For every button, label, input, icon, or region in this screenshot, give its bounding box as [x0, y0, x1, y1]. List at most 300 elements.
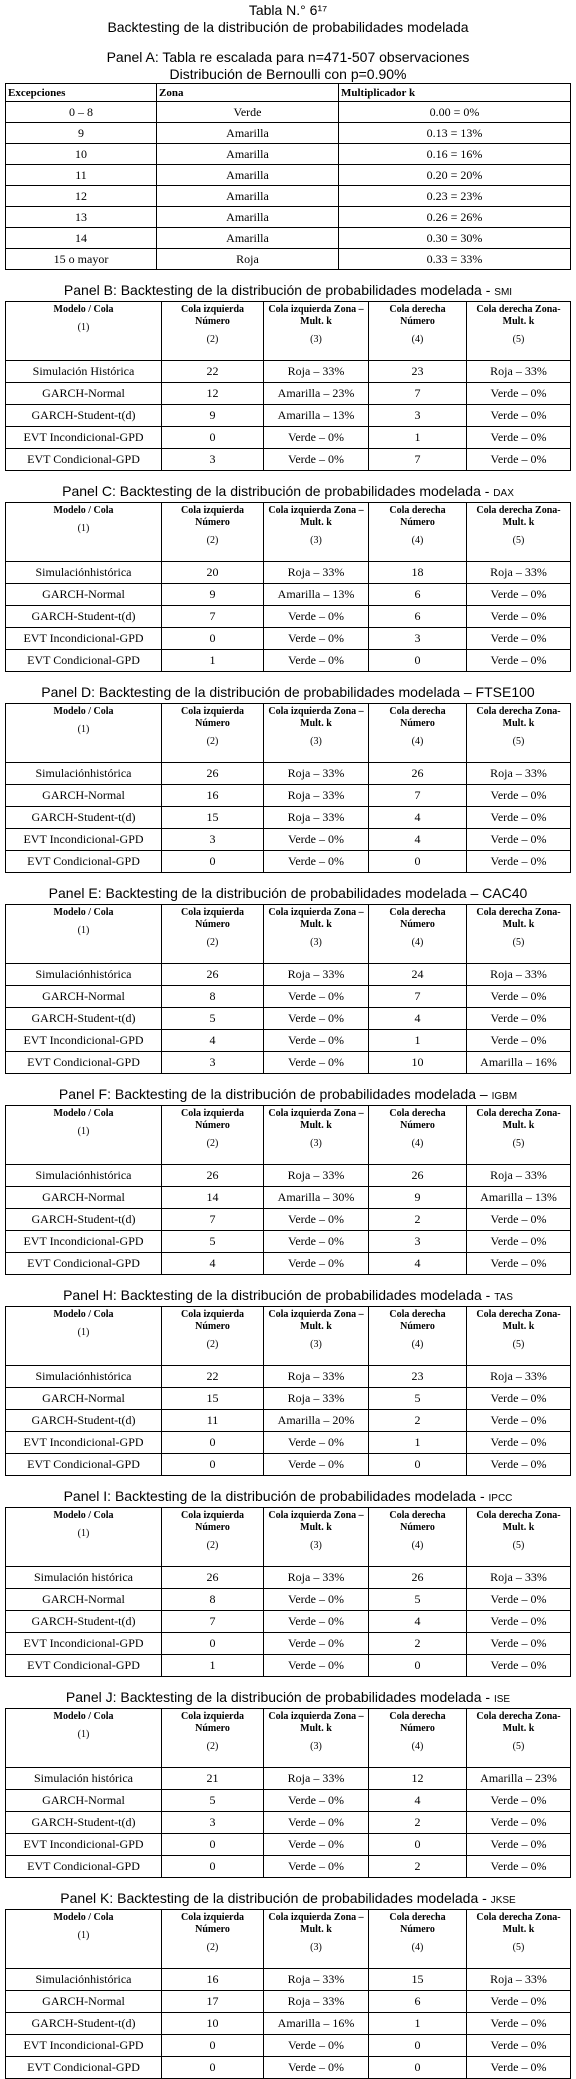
panel-title: [5, 1890, 571, 1909]
table-cell: 3: [162, 829, 264, 851]
model-name-cell: EVT Incondicional-GPD: [6, 427, 162, 449]
table-cell: Amarilla: [157, 165, 339, 186]
column-header-label: Modelo / Cola: [53, 1108, 114, 1119]
panel-title: [5, 282, 571, 301]
column-number: (2): [206, 937, 219, 948]
table-cell: Roja – 33%: [467, 763, 571, 785]
column-number: (4): [411, 1138, 424, 1149]
table-row: [6, 763, 571, 785]
table-cell: 10: [6, 144, 157, 165]
table-cell: 2: [369, 1812, 467, 1834]
table-cell: Roja – 33%: [264, 807, 369, 829]
table-row: [6, 2035, 571, 2057]
panel-a-subtitle: Distribución de Bernoulli con p=0.90%: [169, 66, 407, 82]
table-cell: 7: [369, 383, 467, 405]
table-cell: 2: [369, 1410, 467, 1432]
table-cell: Verde – 0%: [467, 650, 571, 672]
model-name-cell: EVT Condicional-GPD: [6, 2057, 162, 2079]
panels-container: [5, 282, 571, 2079]
column-header-label: Cola izquierda Número: [180, 1510, 245, 1533]
table-header-row: [6, 1106, 571, 1165]
column-number: (1): [77, 322, 90, 333]
table-cell: Verde – 0%: [467, 1410, 571, 1432]
table-cell: 0: [369, 1655, 467, 1677]
table-row: [6, 186, 571, 207]
column-header-label: Cola derecha Zona-Mult. k: [476, 1711, 561, 1734]
column-number: (3): [310, 1741, 322, 1752]
table-cell: Amarilla: [157, 186, 339, 207]
table-cell: 7: [369, 785, 467, 807]
model-name-cell: EVT Incondicional-GPD: [6, 1633, 162, 1655]
column-header-right-zone: [467, 1307, 571, 1366]
column-header-right-zone: [467, 1910, 571, 1969]
table-cell: Roja – 33%: [467, 964, 571, 986]
table-cell: Roja – 33%: [264, 763, 369, 785]
column-number: (2): [206, 1138, 219, 1149]
panel-title: [5, 1287, 571, 1306]
table-cell: 0.33 = 33%: [339, 249, 571, 270]
column-header-right-zone: [467, 1106, 571, 1165]
table-cell: Verde – 0%: [467, 785, 571, 807]
table-row: [6, 1165, 571, 1187]
table-cell: 0: [162, 1633, 264, 1655]
column-number: (5): [512, 1540, 525, 1551]
table-cell: 23: [369, 1366, 467, 1388]
column-header-right-number: [369, 503, 467, 562]
table-cell: 13: [6, 207, 157, 228]
table-row: [6, 207, 571, 228]
table-cell: 4: [369, 1790, 467, 1812]
table-cell: Verde – 0%: [264, 1209, 369, 1231]
column-number: (1): [77, 1327, 90, 1338]
panel-table: [5, 1306, 571, 1476]
column-header-right-number: [369, 302, 467, 361]
column-header-right-zone: [467, 503, 571, 562]
table-row: [6, 1008, 571, 1030]
table-cell: Roja – 33%: [264, 964, 369, 986]
column-header-left-number: [162, 704, 264, 763]
table-row: [6, 383, 571, 405]
column-header-left-zone: [264, 302, 369, 361]
table-cell: 20: [162, 562, 264, 584]
panel-index-code: SMI: [494, 287, 513, 298]
model-name-cell: GARCH-Normal: [6, 986, 162, 1008]
column-header-label: Modelo / Cola: [53, 706, 114, 717]
model-name-cell: Simulaciónhistórica: [6, 763, 162, 785]
table-cell: 3: [162, 1812, 264, 1834]
model-name-cell: EVT Condicional-GPD: [6, 1856, 162, 1878]
table-cell: Amarilla – 13%: [264, 405, 369, 427]
column-header-right-number: [369, 905, 467, 964]
table-cell: Verde – 0%: [264, 1589, 369, 1611]
table-row: [6, 1253, 571, 1275]
table-cell: 7: [162, 1209, 264, 1231]
column-header-model: [6, 1709, 162, 1768]
table-cell: Verde – 0%: [467, 1030, 571, 1052]
table-cell: 8: [162, 1589, 264, 1611]
table-cell: Verde – 0%: [467, 986, 571, 1008]
model-name-cell: Simulaciónhistórica: [6, 1165, 162, 1187]
table-cell: 15: [162, 807, 264, 829]
table-cell: Amarilla – 13%: [467, 1187, 571, 1209]
table-header-row: [6, 84, 571, 102]
table-cell: Amarilla: [157, 144, 339, 165]
model-name-cell: Simulaciónhistórica: [6, 964, 162, 986]
panel-index-code: DAX: [493, 488, 514, 499]
column-header-model: [6, 1307, 162, 1366]
column-header-left-zone: [264, 1508, 369, 1567]
table-cell: 1: [369, 2013, 467, 2035]
column-header-label: Cola izquierda Zona – Mult. k: [268, 1510, 364, 1533]
table-cell: Verde – 0%: [264, 1856, 369, 1878]
table-row: [6, 1611, 571, 1633]
column-number: (2): [206, 1942, 219, 1953]
column-number: (3): [310, 1339, 322, 1350]
column-header-model: [6, 1106, 162, 1165]
table-cell: Verde – 0%: [467, 2057, 571, 2079]
column-header-right-number: [369, 1106, 467, 1165]
column-header-label: Cola izquierda Zona – Mult. k: [268, 706, 364, 729]
model-name-cell: GARCH-Normal: [6, 584, 162, 606]
table-cell: Verde – 0%: [264, 1231, 369, 1253]
table-row: [6, 1366, 571, 1388]
table-row: [6, 144, 571, 165]
table-cell: Verde – 0%: [467, 1008, 571, 1030]
panel-table: [5, 1708, 571, 1878]
table-cell: 9: [162, 405, 264, 427]
table-cell: Verde – 0%: [264, 1812, 369, 1834]
column-header: Multiplicador k: [339, 84, 571, 102]
table-row: [6, 1388, 571, 1410]
column-header-left-number: [162, 1307, 264, 1366]
panel-index-code: JKSE: [490, 1895, 516, 1906]
panel-title-text: Panel B: Backtesting de la distribución de probabilidades modelada -: [63, 282, 495, 298]
table-row: [6, 2013, 571, 2035]
panel-a-title: Panel A: Tabla re escalada para n=471-507 observaciones: [106, 49, 470, 65]
table-cell: 0.16 = 16%: [339, 144, 571, 165]
column-header-label: Cola izquierda Zona – Mult. k: [268, 907, 364, 930]
table-cell: Verde – 0%: [264, 1432, 369, 1454]
table-header-row: [6, 1508, 571, 1567]
column-header-left-number: [162, 1709, 264, 1768]
column-header-left-number: [162, 905, 264, 964]
table-cell: Verde – 0%: [467, 1231, 571, 1253]
column-header-label: Cola izquierda Número: [180, 304, 245, 327]
table-cell: Roja: [157, 249, 339, 270]
table-cell: 0.30 = 30%: [339, 228, 571, 249]
table-cell: Verde – 0%: [264, 851, 369, 873]
table-cell: Verde – 0%: [467, 1454, 571, 1476]
model-name-cell: GARCH-Student-t(d): [6, 606, 162, 628]
panel-title-text: Panel K: Backtesting de la distribución de probabilidades modelada -: [60, 1890, 491, 1906]
table-cell: Amarilla – 16%: [264, 2013, 369, 2035]
table-cell: Verde – 0%: [467, 1856, 571, 1878]
column-number: (1): [77, 925, 90, 936]
table-cell: 10: [369, 1052, 467, 1074]
table-cell: Roja – 33%: [467, 1969, 571, 1991]
table-cell: Verde – 0%: [467, 2013, 571, 2035]
table-cell: Verde – 0%: [467, 1633, 571, 1655]
column-header-left-number: [162, 1106, 264, 1165]
table-cell: Verde – 0%: [264, 628, 369, 650]
column-number: (5): [512, 1138, 525, 1149]
table-cell: 0: [162, 1454, 264, 1476]
table-cell: 6: [369, 1991, 467, 2013]
table-cell: 26: [162, 964, 264, 986]
table-row: [6, 1030, 571, 1052]
table-row: [6, 102, 571, 123]
table-cell: 10: [162, 2013, 264, 2035]
column-header-label: Cola izquierda Zona – Mult. k: [268, 1108, 364, 1131]
table-cell: 12: [369, 1768, 467, 1790]
column-header-label: Cola izquierda Zona – Mult. k: [268, 505, 364, 528]
column-number: (4): [411, 1540, 424, 1551]
table-cell: Verde – 0%: [467, 383, 571, 405]
table-cell: Verde – 0%: [264, 449, 369, 471]
column-number: (1): [77, 1528, 90, 1539]
panel-title: [5, 1086, 571, 1105]
column-header-label: Modelo / Cola: [53, 1309, 114, 1320]
column-header-label: Cola izquierda Zona – Mult. k: [268, 1711, 364, 1734]
column-header-label: Cola izquierda Zona – Mult. k: [268, 1309, 364, 1332]
table-cell: 2: [369, 1856, 467, 1878]
table-row: [6, 851, 571, 873]
column-header-left-zone: [264, 1307, 369, 1366]
table-row: [6, 1991, 571, 2013]
column-header-right-number: [369, 1910, 467, 1969]
table-cell: Verde – 0%: [467, 1991, 571, 2013]
table-cell: Amarilla – 23%: [264, 383, 369, 405]
column-header-label: Cola derecha Zona-Mult. k: [476, 706, 561, 729]
table-cell: Verde – 0%: [467, 1432, 571, 1454]
table-cell: 0 – 8: [6, 102, 157, 123]
column-header: Excepciones: [6, 84, 157, 102]
column-header: Zona: [157, 84, 339, 102]
table-cell: 15: [162, 1388, 264, 1410]
table-row: [6, 1410, 571, 1432]
table-cell: 26: [369, 1165, 467, 1187]
model-name-cell: GARCH-Student-t(d): [6, 1812, 162, 1834]
table-cell: Verde – 0%: [467, 606, 571, 628]
table-cell: 4: [162, 1253, 264, 1275]
model-name-cell: EVT Incondicional-GPD: [6, 1432, 162, 1454]
model-name-cell: EVT Condicional-GPD: [6, 1253, 162, 1275]
table-cell: 2: [369, 1633, 467, 1655]
table-cell: 2: [369, 1209, 467, 1231]
table-row: [6, 165, 571, 186]
table-row: [6, 123, 571, 144]
table-cell: 1: [369, 427, 467, 449]
table-row: [6, 964, 571, 986]
column-header-label: Cola derecha Número: [389, 1108, 446, 1131]
table-cell: 0.23 = 23%: [339, 186, 571, 207]
table-cell: Roja – 33%: [467, 562, 571, 584]
table-cell: Roja – 33%: [264, 785, 369, 807]
table-cell: 17: [162, 1991, 264, 2013]
table-cell: 3: [369, 405, 467, 427]
table-cell: 14: [6, 228, 157, 249]
model-name-cell: Simulaciónhistórica: [6, 1969, 162, 1991]
model-name-cell: Simulación histórica: [6, 1567, 162, 1589]
table-cell: Amarilla – 16%: [467, 1052, 571, 1074]
column-header-left-number: [162, 302, 264, 361]
table-cell: Verde – 0%: [467, 2035, 571, 2057]
table-cell: 7: [369, 986, 467, 1008]
panel-title-text: Panel C: Backtesting de la distribución de probabilidades modelada -: [62, 483, 494, 499]
table-cell: 1: [369, 1030, 467, 1052]
column-header-label: Cola derecha Zona-Mult. k: [476, 304, 561, 327]
table-cell: 16: [162, 1969, 264, 1991]
column-header-left-zone: [264, 1106, 369, 1165]
table-row: [6, 2057, 571, 2079]
table-cell: 7: [369, 449, 467, 471]
column-header-right-number: [369, 1508, 467, 1567]
column-header-right-zone: [467, 905, 571, 964]
table-cell: Verde – 0%: [264, 606, 369, 628]
panel-table: [5, 502, 571, 672]
table-cell: 26: [369, 763, 467, 785]
table-cell: 0: [162, 851, 264, 873]
table-cell: Verde – 0%: [467, 1209, 571, 1231]
column-header-right-zone: [467, 704, 571, 763]
table-cell: Amarilla – 23%: [467, 1768, 571, 1790]
panel-table: [5, 1507, 571, 1677]
column-header-label: Cola derecha Número: [389, 1711, 446, 1734]
table-row: [6, 1856, 571, 1878]
table-cell: 9: [6, 123, 157, 144]
column-number: (4): [411, 535, 424, 546]
panel-table: [5, 1909, 571, 2079]
table-row: [6, 228, 571, 249]
table-cell: 0: [162, 628, 264, 650]
table-row: [6, 249, 571, 270]
column-number: (5): [512, 334, 525, 345]
table-cell: 8: [162, 986, 264, 1008]
column-header-label: Cola derecha Número: [389, 505, 446, 528]
column-number: (3): [310, 937, 322, 948]
table-cell: Roja – 33%: [264, 1366, 369, 1388]
table-cell: 4: [369, 1008, 467, 1030]
table-cell: Roja – 33%: [264, 562, 369, 584]
table-cell: Roja – 33%: [264, 1388, 369, 1410]
model-name-cell: GARCH-Normal: [6, 1790, 162, 1812]
table-row: [6, 449, 571, 471]
column-header-label: Modelo / Cola: [53, 907, 114, 918]
panel-index-code: ISE: [493, 1694, 511, 1705]
column-header-label: Cola izquierda Número: [180, 1711, 245, 1734]
model-name-cell: GARCH-Normal: [6, 1991, 162, 2013]
panel-title: [5, 885, 571, 904]
table-cell: Verde – 0%: [264, 1008, 369, 1030]
column-number: (4): [411, 1339, 424, 1350]
model-name-cell: Simulación Histórica: [6, 361, 162, 383]
table-cell: 0: [162, 427, 264, 449]
table-cell: 9: [162, 584, 264, 606]
table-cell: Verde – 0%: [467, 1834, 571, 1856]
model-name-cell: GARCH-Normal: [6, 785, 162, 807]
column-header-label: Cola derecha Zona-Mult. k: [476, 1912, 561, 1935]
column-number: (3): [310, 736, 322, 747]
model-name-cell: GARCH-Student-t(d): [6, 1008, 162, 1030]
table-cell: Verde – 0%: [467, 405, 571, 427]
table-cell: Roja – 33%: [264, 1567, 369, 1589]
column-number: (3): [310, 334, 322, 345]
model-name-cell: EVT Incondicional-GPD: [6, 1834, 162, 1856]
table-row: [6, 361, 571, 383]
table-cell: 0.26 = 26%: [339, 207, 571, 228]
table-cell: 24: [369, 964, 467, 986]
table-cell: Verde – 0%: [467, 1253, 571, 1275]
table-cell: Verde – 0%: [467, 1812, 571, 1834]
table-cell: Verde – 0%: [264, 427, 369, 449]
table-row: [6, 1432, 571, 1454]
table-cell: 0.20 = 20%: [339, 165, 571, 186]
table-cell: Verde – 0%: [264, 1454, 369, 1476]
column-number: (3): [310, 1540, 322, 1551]
model-name-cell: EVT Incondicional-GPD: [6, 1030, 162, 1052]
table-cell: 9: [369, 1187, 467, 1209]
column-header-right-zone: [467, 1709, 571, 1768]
panel-table: [5, 1105, 571, 1275]
table-row: [6, 1567, 571, 1589]
column-number: (2): [206, 1741, 219, 1752]
table-row: [6, 562, 571, 584]
model-name-cell: GARCH-Normal: [6, 1388, 162, 1410]
column-number: (3): [310, 1138, 322, 1149]
column-number: (4): [411, 736, 424, 747]
panel-title-text: Panel J: Backtesting de la distribución de probabilidades modelada -: [65, 1689, 494, 1705]
column-header-label: Cola izquierda Número: [180, 1309, 245, 1332]
column-header-label: Cola derecha Número: [389, 1309, 446, 1332]
panel-index-code: IPCC: [488, 1493, 513, 1504]
table-cell: 18: [369, 562, 467, 584]
table-cell: 6: [369, 584, 467, 606]
table-cell: Verde – 0%: [467, 1790, 571, 1812]
column-number: (4): [411, 1741, 424, 1752]
table-cell: 1: [162, 650, 264, 672]
column-header-left-zone: [264, 1709, 369, 1768]
table-cell: Roja – 33%: [467, 361, 571, 383]
column-header-label: Cola derecha Número: [389, 304, 446, 327]
panel-index-code: IGBM: [491, 1091, 518, 1102]
model-name-cell: EVT Condicional-GPD: [6, 650, 162, 672]
column-header-label: Modelo / Cola: [53, 1510, 114, 1521]
table-row: [6, 1655, 571, 1677]
column-header-left-zone: [264, 704, 369, 763]
table-cell: 22: [162, 1366, 264, 1388]
table-cell: Verde – 0%: [467, 427, 571, 449]
table-row: [6, 1790, 571, 1812]
column-header-left-zone: [264, 503, 369, 562]
column-header-label: Cola derecha Zona-Mult. k: [476, 1510, 561, 1533]
column-header-label: Cola derecha Zona-Mult. k: [476, 907, 561, 930]
document: [5, 0, 571, 2079]
table-header-row: [6, 1709, 571, 1768]
column-header-label: Cola derecha Zona-Mult. k: [476, 1309, 561, 1332]
column-header-left-number: [162, 1508, 264, 1567]
column-header-model: [6, 503, 162, 562]
column-header-left-number: [162, 1910, 264, 1969]
table-cell: 4: [369, 1611, 467, 1633]
table-row: [6, 628, 571, 650]
table-row: [6, 986, 571, 1008]
table-cell: Verde – 0%: [264, 1611, 369, 1633]
panel-title: [5, 1689, 571, 1708]
table-cell: 26: [162, 763, 264, 785]
model-name-cell: EVT Incondicional-GPD: [6, 829, 162, 851]
table-cell: Roja – 33%: [264, 1991, 369, 2013]
table-row: [6, 1052, 571, 1074]
